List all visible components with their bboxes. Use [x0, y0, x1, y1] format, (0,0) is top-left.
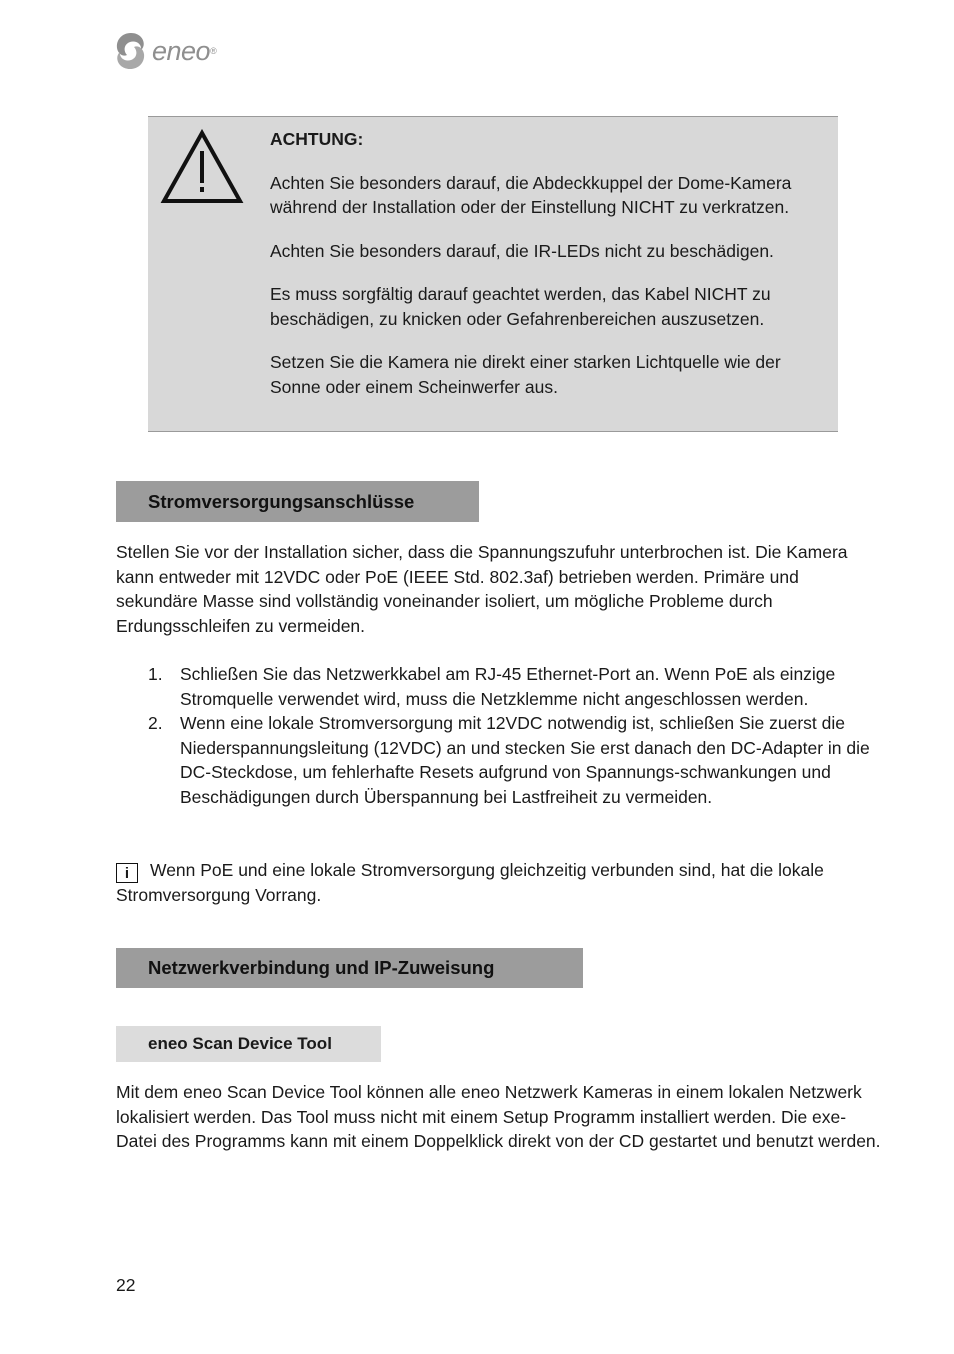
eneo-swirl-icon [114, 31, 148, 71]
warning-paragraph: Achten Sie besonders darauf, die IR-LEDs nicht zu beschädigen. [270, 240, 774, 261]
info-note-text: Wenn PoE und eine lokale Stromversorgung gleichzeitig verbunden sind, hat die lokale Stromversorgung Vorrang. [116, 860, 824, 905]
section-heading-network: Netzwerkverbindung und IP-Zuweisung [116, 948, 583, 988]
scan-tool-paragraph: Mit dem eneo Scan Device Tool können alle eneo Netzwerk Kameras in einem lokalen Netzwerk lokalisiert werden. Das Tool muss nicht mit einem Setup Programm installiert werden. Die exe-Datei des Programms kann mit einem Doppelklick direkt von der CD gestartet und benutzt werden. [116, 1082, 881, 1151]
list-item-number: 2. [148, 713, 163, 733]
info-note [116, 858, 856, 908]
list-item-number: 1. [148, 664, 163, 684]
list-item-text: Schließen Sie das Netzwerkkabel am RJ-45 Ethernet-Port an. Wenn PoE als einzige Stromquelle verwendet wird, muss die Netzklemme nicht angeschlossen werden. [180, 664, 836, 709]
power-intro-paragraph: Stellen Sie vor der Installation sicher, dass die Spannungszufuhr unterbrochen ist. Die Kamera kann entweder mit 12VDC oder PoE (IEEE Std. 802.3af) betrieben werden. Primäre und sekundäre Masse sind vollständig voneinander isoliert, um mögliche Probleme durch Erdungsschleifen zu vermeiden. [116, 542, 848, 636]
logo-wordmark: eneo [152, 35, 211, 66]
section-heading-power: Stromversorgungsanschlüsse [116, 481, 479, 522]
warning-paragraph: Es muss sorgfältig darauf geachtet werden, das Kabel NICHT zu beschädigen, zu knicken oder Gefahrenbereichen auszusetzen. [270, 284, 771, 329]
subheading-scan-tool: eneo Scan Device Tool [116, 1026, 381, 1062]
list-item [116, 662, 886, 711]
warning-box [148, 116, 838, 432]
warning-paragraph: Achten Sie besonders darauf, die Abdeckkuppel der Dome-Kamera während der Installation oder der Einstellung NICHT zu verkratzen. [270, 172, 792, 217]
registered-mark: ® [210, 46, 217, 56]
warning-title: ACHTUNG: [270, 129, 364, 149]
warning-triangle-icon [160, 129, 244, 205]
info-icon: i [116, 863, 138, 883]
warning-content [270, 127, 826, 418]
list-item-text: Wenn eine lokale Stromversorgung mit 12VDC notwendig ist, schließen Sie zuerst die Niederspannungsleitung (12VDC) an und stecken Sie erst danach den DC-Adapter in die DC-Steckdose, um fehlerhafte Resets aufgrund von Spannungs-schwankungen und Beschädigungen durch Überspannung bei Lastfreiheit zu vermeiden. [180, 713, 870, 807]
list-item [116, 711, 886, 809]
warning-paragraph: Setzen Sie die Kamera nie direkt einer starken Lichtquelle wie der Sonne oder einem Scheinwerfer aus. [270, 352, 781, 397]
power-steps-list [116, 662, 886, 809]
page-number: 22 [116, 1275, 136, 1295]
eneo-logo [114, 30, 217, 72]
